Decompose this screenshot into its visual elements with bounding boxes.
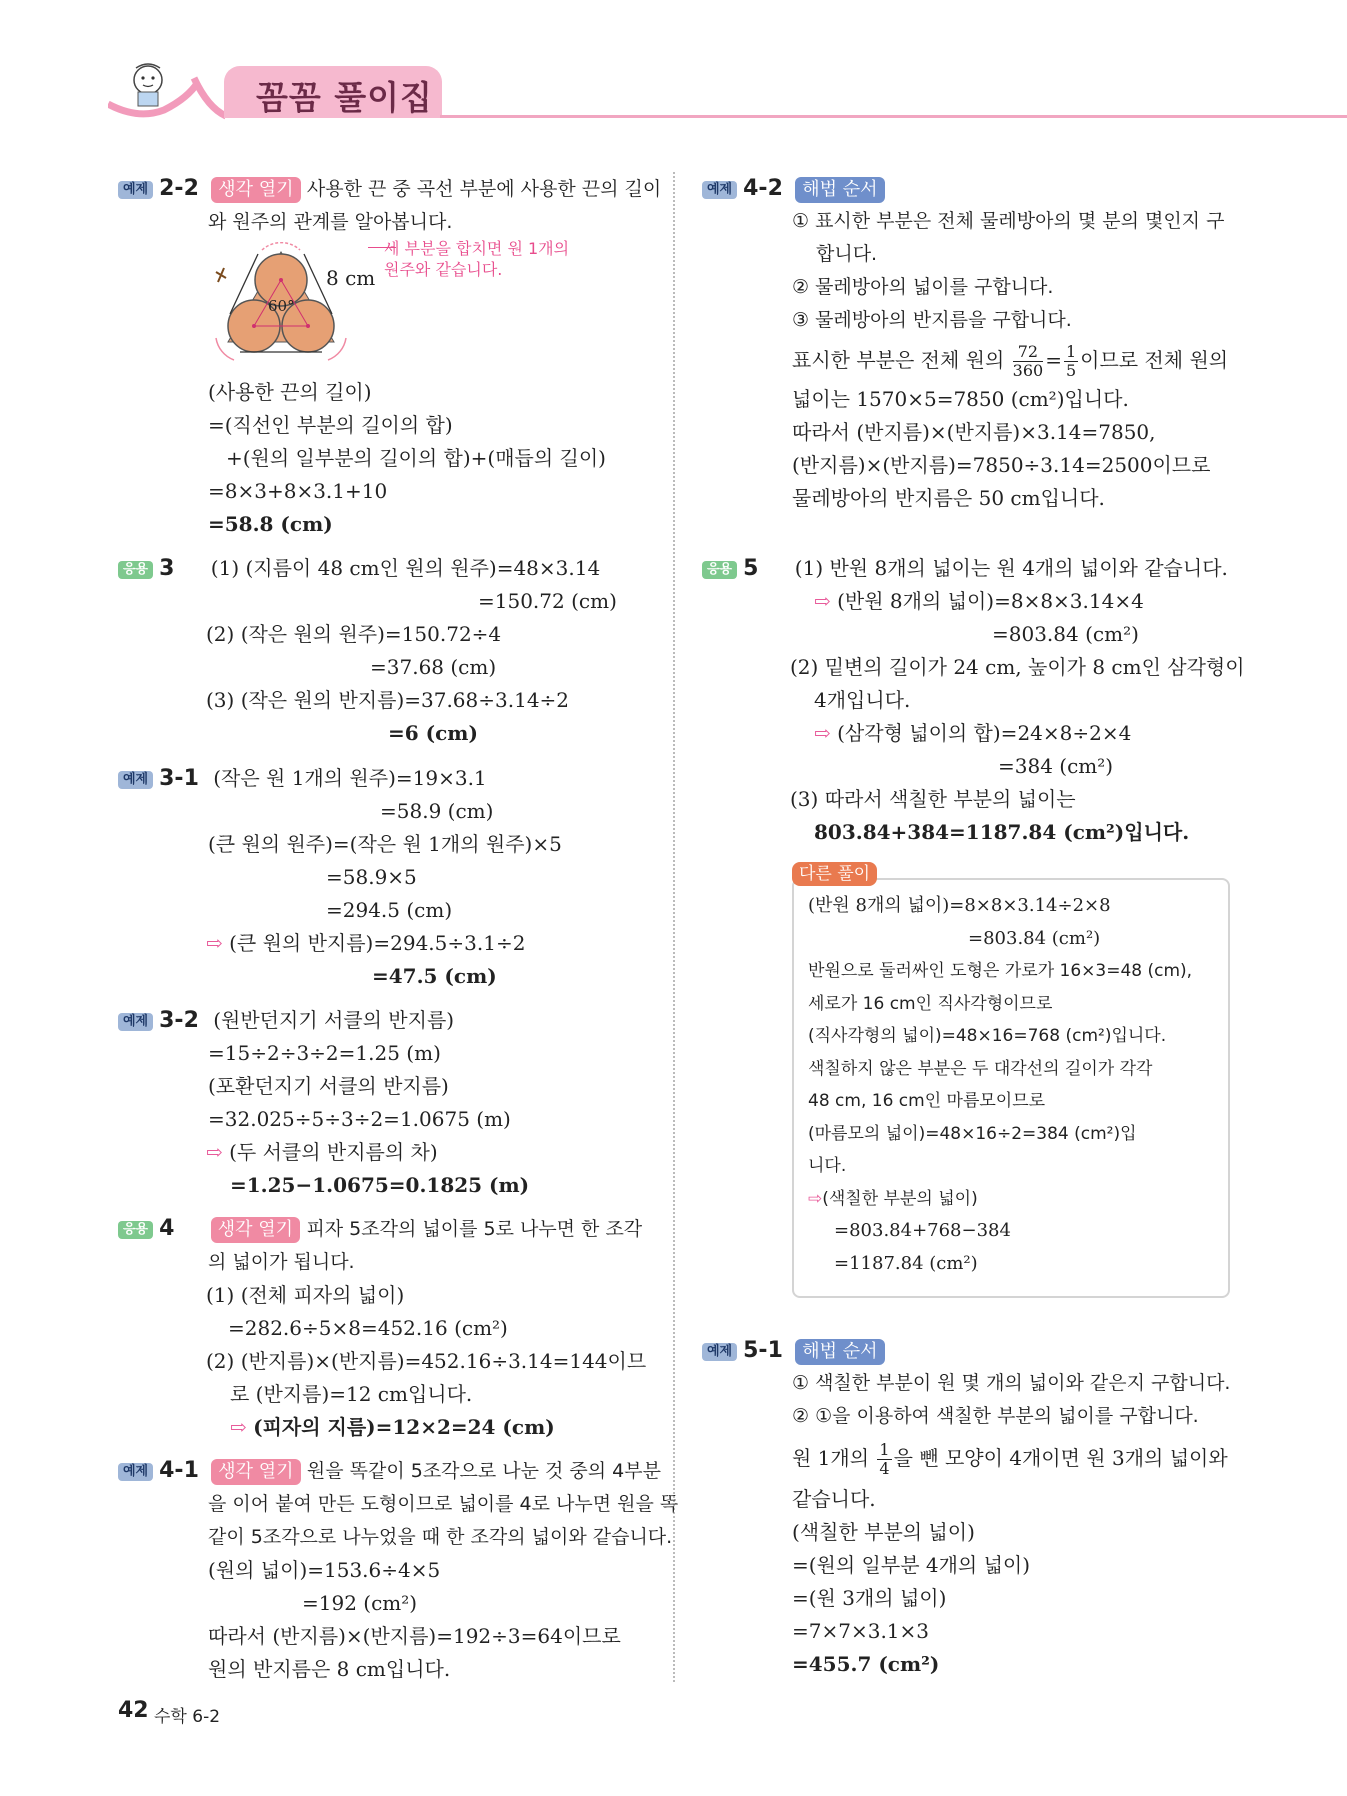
text-line: 색칠하지 않은 부분은 두 대각선의 길이가 각각 xyxy=(808,1058,1153,1079)
arrow-icon: ⇨ xyxy=(230,1415,247,1439)
text-line: (두 서클의 반지름의 차) xyxy=(229,1140,438,1164)
text-line: 따라서 (반지름)×(반지름)×3.14=7850, xyxy=(792,420,1156,444)
text-line: (색칠한 부분의 넓이) xyxy=(822,1188,978,1209)
solution-2-2 xyxy=(208,376,606,541)
text-line: 5 xyxy=(1065,361,1077,380)
text-line: =803.84 (cm²) xyxy=(968,927,1101,949)
text-line: 해법 순서 xyxy=(795,1339,884,1365)
text-line: 4-2 xyxy=(743,176,783,201)
text-line: 예제 xyxy=(702,1343,737,1361)
text-line: 1 xyxy=(1065,342,1077,361)
problem-2-2 xyxy=(118,172,662,239)
text-line: ② ①을 이용하여 색칠한 부분의 넓이를 구합니다. xyxy=(792,1405,1199,1427)
problem-5 xyxy=(702,552,1245,849)
text-line: 물레방아의 반지름은 50 cm입니다. xyxy=(792,486,1105,510)
text-line: 원 1개의 xyxy=(792,1446,870,1470)
text-line: 표시한 부분은 전체 원의 xyxy=(792,348,1005,372)
text-line: =803.84+768−384 xyxy=(834,1220,1011,1241)
alternate-solution-text xyxy=(808,890,1228,1280)
problem-4-1 xyxy=(118,1454,679,1686)
text-line: (직사각형의 넓이)=48×16=768 (cm²)입니다. xyxy=(808,1026,1167,1046)
example-tag: 예제 xyxy=(118,181,153,199)
text-line: (2) (반지름)×(반지름)=452.16÷3.14=144이므 xyxy=(206,1349,647,1373)
text-line: ② 물레방아의 넓이를 구합니다. xyxy=(792,276,1054,298)
problem-4 xyxy=(118,1212,648,1444)
text-line: (3) 따라서 색칠한 부분의 넓이는 xyxy=(790,787,1076,811)
text-line: (2) (작은 원의 원주)=150.72÷4 xyxy=(206,622,502,646)
arrow-icon: ⇨ xyxy=(206,931,223,955)
text-line: =1.25−1.0675=0.1825 (m) xyxy=(230,1173,530,1197)
text-line: ① 표시한 부분은 전체 물레방아의 몇 분의 몇인지 구 xyxy=(792,210,1225,232)
text-line: 같이 5조각으로 나누었을 때 한 조각의 넓이와 같습니다. xyxy=(208,1526,673,1548)
text-line: (1) 반원 8개의 넓이는 원 4개의 넓이와 같습니다. xyxy=(794,556,1228,580)
problem-number: 2-2 xyxy=(159,176,199,201)
text-line: =455.7 (cm²) xyxy=(792,1652,940,1676)
text-line: 응용 xyxy=(118,1221,153,1239)
text-line: =1187.84 (cm²) xyxy=(834,1252,978,1274)
problem-4-2: 예제 4-2 해법 순서 ① 표시한 부분은 전체 물레방아의 몇 분의 몇인지 구 합니다. ② 물레방아의 넓이를 구합니다. ③ 물레방아의 반지름을 구합니다. 표시한 부분은 전체 원의 $\frac{72}{360}$ = $\frac{1}{5}$ 이므로 전체 원의 넓이는 1570×5=7850 (cm²)입니다. 따라서 (반지름)×(반지름)×3.14=7850, (반지름)×(반지름)=7850÷3.14=2500이므로 물레방아의 반지름은 50 cm입니다. xyxy=(702,172,1242,515)
text-line: (사용한 끈의 길이) xyxy=(208,380,372,404)
arrow-icon: ⇨ xyxy=(808,1188,823,1209)
text-line: 4-1 xyxy=(159,1458,199,1483)
arrow-icon: ⇨ xyxy=(814,589,831,613)
text-line: 세로가 16 cm인 직사각형이므로 xyxy=(808,993,1053,1014)
text-line: 니다. xyxy=(808,1156,847,1176)
text-line: 넓이는 1570×5=7850 (cm²)입니다. xyxy=(792,387,1129,411)
text-line: 원의 반지름은 8 cm입니다. xyxy=(208,1657,451,1681)
text-line: =8×3+8×3.1+10 xyxy=(208,479,388,503)
arrow-icon: ⇨ xyxy=(206,1140,223,1164)
text-line: (큰 원의 반지름)=294.5÷3.1÷2 xyxy=(229,931,526,955)
text-line: 원주와 같습니다. xyxy=(384,260,503,279)
text-line: (3) (작은 원의 반지름)=37.68÷3.14÷2 xyxy=(206,688,570,712)
text-line: ① 색칠한 부분이 원 몇 개의 넓이와 같은지 구합니다. xyxy=(792,1372,1231,1394)
text-line: (큰 원의 원주)=(작은 원 1개의 원주)×5 xyxy=(208,832,562,856)
text-line: =32.025÷5÷3÷2=1.0675 (m) xyxy=(208,1107,511,1131)
text-line: (삼각형 넓이의 합)=24×8÷2×4 xyxy=(837,721,1132,745)
text-line: =384 (cm²) xyxy=(998,754,1114,778)
fraction xyxy=(877,1441,891,1478)
text-line: (원의 넓이)=153.6÷4×5 xyxy=(208,1558,441,1582)
text-line: +(원의 일부분의 길이의 합)+(매듭의 길이) xyxy=(226,446,606,470)
intro-text: 사용한 끈 중 곡선 부분에 사용한 끈의 길이 xyxy=(306,178,662,200)
text-line: =(원 3개의 넓이) xyxy=(792,1586,947,1610)
text-line: 1 xyxy=(879,1440,890,1459)
text-line: (포환던지기 서클의 반지름) xyxy=(208,1074,449,1098)
text-line: 48 cm, 16 cm인 마름모이므로 xyxy=(808,1091,1046,1111)
text-line: 을 뺀 모양이 4개이면 원 3개의 넓이와 xyxy=(893,1446,1228,1470)
text-line: 생각 열기 xyxy=(211,1217,300,1243)
text-line: (반지름)×(반지름)=7850÷3.14=2500이므로 xyxy=(792,453,1211,477)
text-line: ③ 물레방아의 반지름을 구합니다. xyxy=(792,309,1072,331)
text-line: =47.5 (cm) xyxy=(372,964,497,988)
text-line: (2) 밑변의 길이가 24 cm, 높이가 8 cm인 삼각형이 xyxy=(790,655,1245,679)
text-line: 예제 xyxy=(118,1463,153,1481)
mascot-icon xyxy=(108,58,228,124)
method-label: 해법 순서 xyxy=(795,177,884,203)
text-line: =(직선인 부분의 길이의 합) xyxy=(208,413,453,437)
problem-3 xyxy=(118,552,648,750)
text-line: 3 xyxy=(159,556,175,581)
text-line: 이므로 전체 원의 xyxy=(1080,348,1229,372)
problem-3-1 xyxy=(118,762,648,993)
text-line: 을 이어 붙여 만든 도형이므로 넓이를 4로 나누면 원을 똑 xyxy=(208,1493,679,1515)
page-number: 42 xyxy=(118,1698,149,1723)
text-line: 803.84+384=1187.84 (cm²)입니다. xyxy=(814,820,1190,844)
text-line: (원반던지기 서클의 반지름) xyxy=(213,1008,455,1032)
application-tag: 응용 xyxy=(118,561,153,579)
text-line: =58.9 (cm) xyxy=(380,799,494,823)
figure-angle-label: 60° xyxy=(268,297,295,315)
fraction xyxy=(1013,343,1044,380)
text-line: =7×7×3.1×3 xyxy=(792,1619,930,1643)
figure-note xyxy=(384,238,569,280)
figure-length-label: 8 cm xyxy=(326,266,376,290)
text-line: 3-1 xyxy=(159,766,199,791)
text-line: =6 (cm) xyxy=(388,721,478,745)
text-line: =282.6÷5×8=452.16 (cm²) xyxy=(228,1316,508,1340)
text-line: 로 (반지름)=12 cm입니다. xyxy=(230,1382,473,1406)
text-line: =192 (cm²) xyxy=(302,1591,418,1615)
text-line: 세 부분을 합치면 원 1개의 xyxy=(384,239,570,258)
text-line: 4 xyxy=(159,1216,175,1241)
text-line: =37.68 (cm) xyxy=(370,655,497,679)
text-line: 예제 xyxy=(118,1013,153,1031)
header-rule xyxy=(440,115,1347,118)
intro-text: 와 원주의 관계를 알아봅니다. xyxy=(208,211,453,233)
text-line: 생각 열기 xyxy=(211,1459,300,1485)
text-line: (색칠한 부분의 넓이) xyxy=(792,1520,975,1544)
text-line: (반원 8개의 넓이)=8×8×3.14×4 xyxy=(837,589,1144,613)
text-line: 4개입니다. xyxy=(814,688,911,712)
text-line: 예제 xyxy=(118,771,153,789)
problem-5-1 xyxy=(702,1334,1242,1681)
text-line: 따라서 (반지름)×(반지름)=192÷3=64이므로 xyxy=(208,1624,621,1648)
text-line: (피자의 지름)=12×2=24 (cm) xyxy=(253,1415,555,1439)
text-line: 72 xyxy=(1013,343,1044,362)
text-line: 예제 xyxy=(702,181,737,199)
text-line: 5 xyxy=(743,556,759,581)
text-line: =15÷2÷3÷2=1.25 (m) xyxy=(208,1041,441,1065)
text-line: 피자 5조각의 넓이를 5로 나누면 한 조각 xyxy=(306,1218,643,1240)
text-line: 응용 xyxy=(702,561,737,579)
text-line: (1) (지름이 48 cm인 원의 원주)=48×3.14 xyxy=(210,556,601,580)
text-line: 5-1 xyxy=(743,1338,783,1363)
fraction xyxy=(1064,343,1078,380)
text-line: 의 넓이가 됩니다. xyxy=(208,1251,355,1273)
arrow-icon: ⇨ xyxy=(814,721,831,745)
text-line: =803.84 (cm²) xyxy=(992,622,1139,646)
text-line: 합니다. xyxy=(816,243,878,265)
text-line: 원을 똑같이 5조각으로 나눈 것 중의 4부분 xyxy=(306,1460,661,1482)
text-line: =(원의 일부분 4개의 넓이) xyxy=(792,1553,1031,1577)
text-line: =58.8 (cm) xyxy=(208,512,333,536)
text-line: (반원 8개의 넓이)=8×8×3.14÷2×8 xyxy=(808,895,1111,916)
text-line: (1) (전체 피자의 넓이) xyxy=(206,1283,405,1307)
text-line: (마름모의 넓이)=48×16÷2=384 (cm²)입 xyxy=(808,1123,1137,1144)
text-line: (작은 원 1개의 원주)=19×3.1 xyxy=(213,766,487,790)
book-title: 수학 6-2 xyxy=(154,1707,221,1727)
column-divider xyxy=(673,172,675,1682)
text-line: 360 xyxy=(1012,361,1044,380)
hint-label: 생각 열기 xyxy=(211,177,300,203)
text-line: =294.5 (cm) xyxy=(326,898,453,922)
text-line: 3-2 xyxy=(159,1008,199,1033)
text-line: 반원으로 둘러싸인 도형은 가로가 16×3=48 (cm), xyxy=(808,961,1193,981)
text-line: 같습니다. xyxy=(792,1487,876,1511)
text-line: 4 xyxy=(879,1459,890,1478)
page-title: 꼼꼼 풀이집 xyxy=(256,78,433,117)
page-header xyxy=(0,0,1347,130)
text-line: =58.9×5 xyxy=(326,865,417,889)
alternate-solution-label: 다른 풀이 xyxy=(792,862,877,886)
text-line: =150.72 (cm) xyxy=(478,589,617,613)
problem-3-2 xyxy=(118,1004,648,1202)
